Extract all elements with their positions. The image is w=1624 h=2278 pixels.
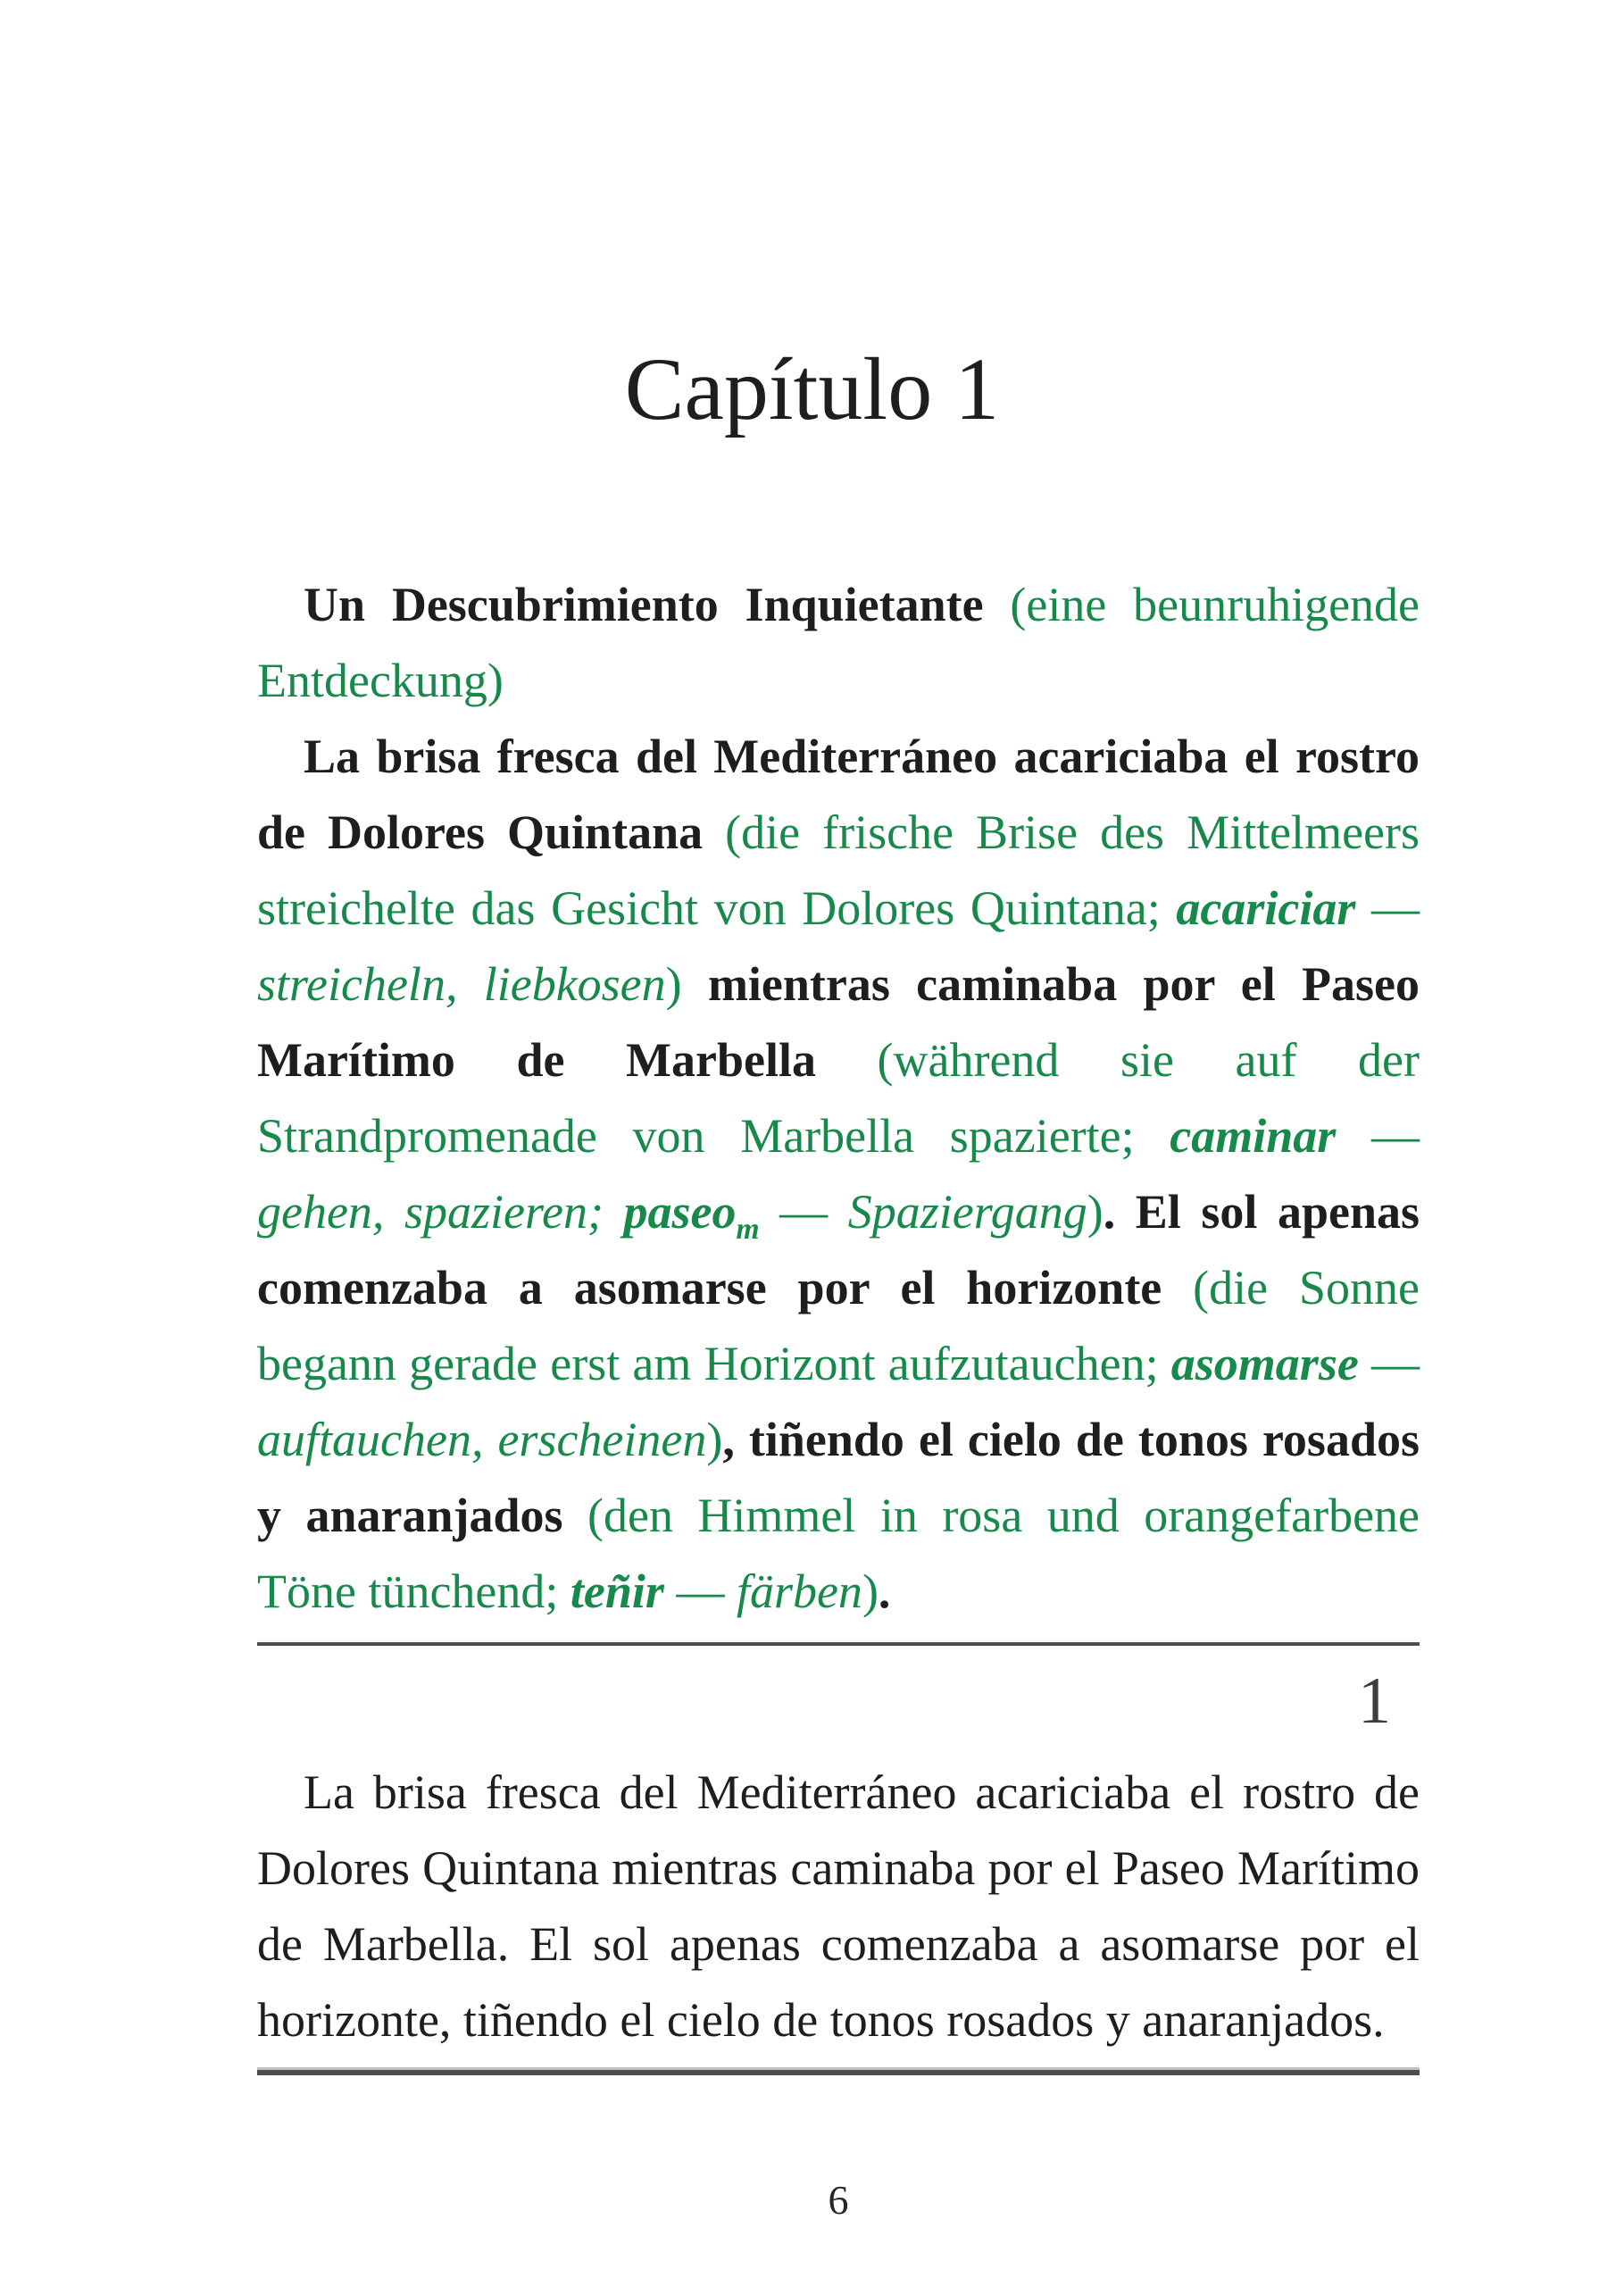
text-segment-es: . xyxy=(878,1565,891,1618)
text-segment-de: — xyxy=(1336,1109,1420,1163)
text-segment-de: ) xyxy=(862,1565,879,1618)
text-segment-de: ) xyxy=(706,1413,723,1466)
text-segment-de-italic: Spaziergang xyxy=(847,1185,1087,1239)
text-segment-de-vocab: teñir xyxy=(570,1565,664,1618)
text-segment-de: ) xyxy=(1087,1185,1103,1239)
text-segment-de: (die Sonne begann gerade erst am Horizont aufzutauchen; xyxy=(257,1261,1420,1390)
text-segment-de: (eine beunruhigende Entdeckung) xyxy=(257,578,1420,707)
narrative-paragraph xyxy=(257,1755,1420,2058)
subtitle-paragraph xyxy=(257,567,1420,719)
chapter-title: Capítulo 1 xyxy=(624,339,1000,438)
text-segment-es: Un Descubrimiento Inquietante xyxy=(304,578,1011,631)
text-segment-de-vocab: caminar xyxy=(1170,1109,1337,1163)
text-block xyxy=(257,567,1420,2227)
text-segment-es: , tiñendo el cielo de tonos rosados y anaranjados xyxy=(257,1413,1420,1542)
text-segment-es: mientras caminaba por el Paseo Marítimo de Marbella xyxy=(257,957,1420,1087)
text-segment-de: — xyxy=(663,1565,737,1618)
page-number: 6 xyxy=(828,2177,849,2223)
text-segment-de-italic: färben xyxy=(736,1565,862,1618)
text-segment-de: ) xyxy=(665,957,708,1011)
section-divider-rule xyxy=(257,1642,1420,1646)
text-segment-plain: La brisa fresca del Mediterráneo acariciaba el rostro de Dolores Quintana mientras caminaba por el Paseo Marítimo de Marbella. El sol apenas comenzaba a asomarse por el horizonte, tiñendo el cielo de tonos rosados y anaranjados. xyxy=(257,1765,1420,2047)
section-number: 1 xyxy=(1358,1665,1391,1738)
text-segment-de-vocab: asomarse xyxy=(1170,1337,1359,1390)
text-segment-es: La brisa fresca del Mediterráneo acariciaba el rostro de Dolores Quintana xyxy=(257,730,1420,859)
annotated-paragraph xyxy=(257,719,1420,1630)
text-segment-de-vocab: acariciar xyxy=(1176,881,1356,935)
text-segment-de-vocab-sub: m xyxy=(736,1212,760,1246)
text-segment-de-italic: gehen, spazieren; xyxy=(257,1185,624,1239)
text-segment-de-italic: auftauchen, erscheinen xyxy=(257,1413,707,1466)
text-segment-de-vocab: paseo xyxy=(623,1185,737,1239)
text-segment-de: — xyxy=(1355,881,1420,935)
text-segment-de: (den Himmel in rosa und orangefarbene Töne tünchend; xyxy=(257,1489,1420,1618)
text-segment-de: — xyxy=(759,1185,848,1239)
text-segment-es: . El sol apenas comenzaba a asomarse por el horizonte xyxy=(257,1185,1420,1314)
text-segment-de: (während sie auf der Strandpromenade von Marbella spazierte; xyxy=(257,1033,1420,1163)
text-segment-de: — xyxy=(1358,1337,1420,1390)
page-end-double-rule xyxy=(257,2067,1420,2075)
text-segment-de: (die frische Brise des Mittelmeers streichelte das Gesicht von Dolores Quintana; xyxy=(257,805,1420,935)
text-segment-de-italic: streicheln, liebkosen xyxy=(257,957,666,1011)
